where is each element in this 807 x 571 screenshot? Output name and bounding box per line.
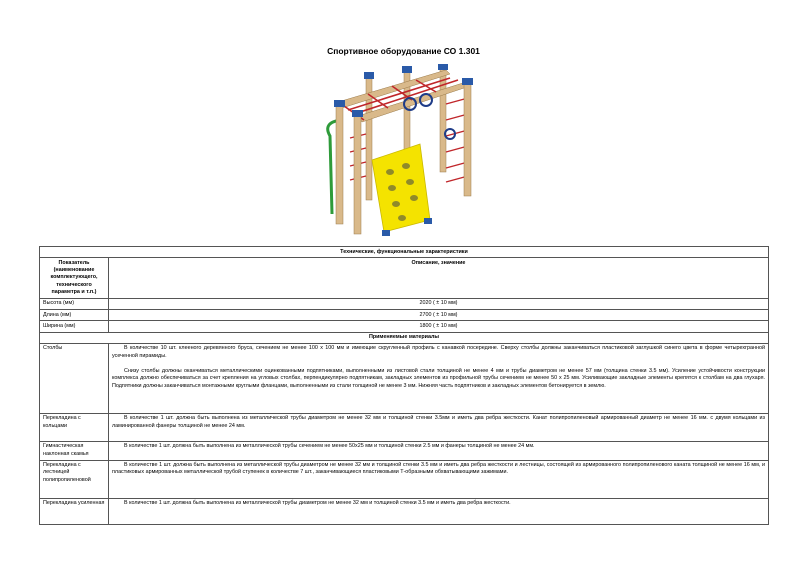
table-row [40, 343, 769, 413]
material-desc [109, 441, 769, 460]
material-paragraph: Снизу столбы должны оканчиваться металлическими оцинкованными подпятниками, выполненными из листовой стали толщиной не менее 4 мм и трубы диаметром не менее 57 мм (толщина стенки 3.5 мм). Усиление устойчивости конструкции комплекса должно обеспечиваться за счет крепления на угловых столбах, перпендикулярно подпятникам, закладных элементов из профильной трубы сечением не менее 50 х 25 мм. Усиливающие закладные элементы крепятся к столбам на два глухаря. Подпятники должны заканчиваться монтажными круглыми фланцами, выполненными из стали толщиной не менее 3 мм. Нижняя часть подпятников и закладных элементов бетонируется в землю. [112, 368, 765, 389]
table-row [40, 413, 769, 441]
panel-foot [424, 218, 432, 224]
table-row [40, 441, 769, 460]
column-headers [40, 258, 769, 298]
spec-table [39, 246, 769, 525]
material-label: Перекладина с лестницей полипропиленовой [40, 460, 109, 498]
table-row [40, 310, 769, 321]
dim-label: Длина (мм) [40, 310, 109, 321]
dim-value: 2020 ( ± 10 мм) [109, 298, 769, 309]
material-paragraph: В количестве 10 шт. клееного деревянного бруса, сечением не менее 100 х 100 мм и имеющие скругленный профиль с канавкой посередине. Сверху столбы должны заканчиваться пластиковой заглушкой синего цвета в форме четырехгранной усеченной пирамиды. [112, 345, 765, 359]
material-paragraph: В количестве 1 шт. должна быть выполнена из металлической трубы диаметром не менее 32 мм и толщиной стенки 3.5 мм и иметь два ребра жесткости и лестницы, состоящей из армированного полипропиленового каната толщиной не менее 16 мм, и пластиковых армированных металлической трубой ступенек в количестве 7 шт., заканчивающиеся пластиковыми Т-образными обхватывающими зажимами. [112, 462, 765, 476]
col-desc-header: Описание, значение [109, 258, 769, 298]
material-paragraph: В количестве 1 шт. должна быть выполнена из металлической трубы диаметром не менее 32 мм и толщиной стенки 3.5 мм и иметь два ребра жесткости. [124, 500, 511, 507]
post [464, 84, 471, 196]
panel-foot [382, 230, 390, 236]
page-title: Спортивное оборудование СО 1.301 [327, 46, 480, 56]
table-row [40, 321, 769, 332]
post [354, 116, 361, 234]
material-desc [109, 498, 769, 524]
section-tech-header: Технические, функциональные характеристики [40, 247, 769, 258]
material-label: Перекладина с кольцами [40, 413, 109, 441]
section-materials-header: Применяемые материалы [40, 332, 769, 343]
post [336, 106, 343, 224]
dim-label: Ширина (мм) [40, 321, 109, 332]
dim-value: 1800 ( ± 10 мм) [109, 321, 769, 332]
material-paragraph: В количестве 1 шт. должна быть выполнена из металлической трубы сечением не менее 50х25 мм и толщиной стенки 2.5 мм и фанеры толщиной не менее 24 мм. [124, 443, 535, 450]
dim-value: 2700 ( ± 10 мм) [109, 310, 769, 321]
material-paragraph: В количестве 1 шт. должна быть выполнена из металлической трубы диаметром не менее 32 мм и толщиной стенки 3.5мм и иметь два ребра жесткости. Канат полипропиленовый армированный диаметр не менее 16 мм. с двумя кольцами из ламинированной фанеры толщиной не менее 24 мм. [112, 415, 765, 429]
material-label: Гимнастическая наклонная скамья [40, 441, 109, 460]
col-param-header: Показатель (наименование комплектующего, технического параметра и т.п.) [40, 258, 109, 298]
table-row [40, 498, 769, 524]
table-row [40, 460, 769, 498]
table-row [40, 298, 769, 309]
equipment-illustration [318, 64, 488, 242]
material-desc [109, 343, 769, 413]
top-beam [338, 70, 450, 108]
material-label: Столбы [40, 343, 109, 413]
material-label: Перекладина усиленная [40, 498, 109, 524]
dim-label: Высота (мм) [40, 298, 109, 309]
material-desc [109, 413, 769, 441]
material-desc [109, 460, 769, 498]
